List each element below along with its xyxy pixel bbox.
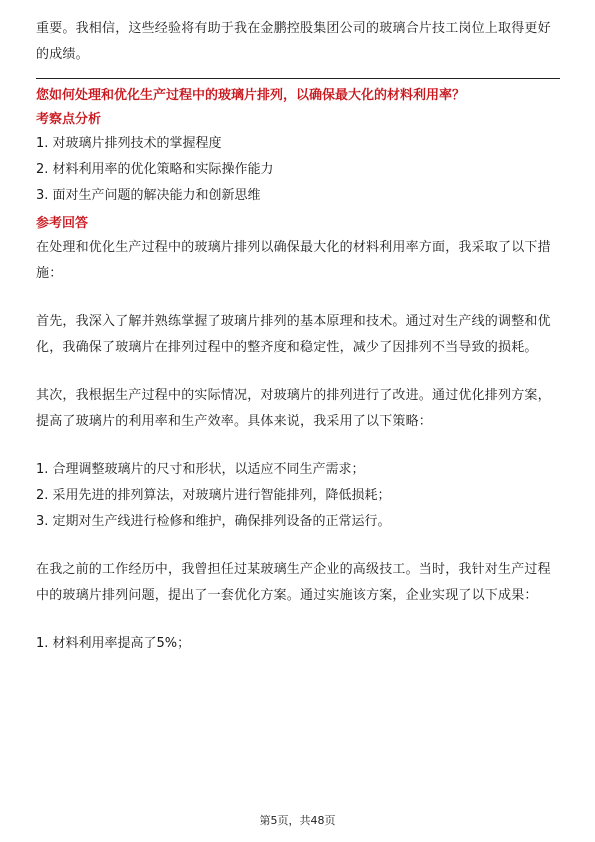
answer-paragraph: 其次，我根据生产过程中的实际情况，对玻璃片的排列进行了改进。通过优化排列方案，提高了玻璃片的利用率和生产效率。具体来说，我采用了以下策略： — [36, 388, 551, 429]
analysis-list — [36, 131, 560, 209]
page-content — [36, 16, 560, 657]
analysis-heading: 考察点分析 — [36, 112, 102, 127]
result-item: 1. 材料利用率提高了5%； — [36, 636, 191, 651]
strategy-item: 3. 定期对生产线进行检修和维护，确保排列设备的正常运行。 — [36, 514, 391, 529]
answer-paragraph: 首先，我深入了解并熟练掌握了玻璃片排列的基本原理和技术。通过对生产线的调整和优化，我确保了玻璃片在排列过程中的整齐度和稳定性，减少了因排列不当导致的损耗。 — [36, 314, 551, 355]
experience-paragraph: 在我之前的工作经历中，我曾担任过某玻璃生产企业的高级技工。当时，我针对生产过程中的玻璃片排列问题，提出了一套优化方案。通过实施该方案，企业实现了以下成果： — [36, 562, 551, 603]
strategy-list — [36, 457, 560, 535]
analysis-item: 3. 面对生产问题的解决能力和创新思维 — [36, 188, 261, 203]
question-title: 您如何处理和优化生产过程中的玻璃片排列，以确保最大化的材料利用率？ — [36, 88, 466, 103]
strategy-item: 1. 合理调整玻璃片的尺寸和形状，以适应不同生产需求； — [36, 462, 365, 477]
answer-heading: 参考回答 — [36, 216, 89, 231]
analysis-item: 1. 对玻璃片排列技术的掌握程度 — [36, 136, 222, 151]
page-number: 第5页，共48页 — [259, 814, 336, 827]
strategy-item: 2. 采用先进的排列算法，对玻璃片进行智能排列，降低损耗； — [36, 488, 391, 503]
section-divider — [36, 78, 560, 79]
results-list — [36, 631, 560, 657]
analysis-item: 2. 材料利用率的优化策略和实际操作能力 — [36, 162, 274, 177]
intro-continuation: 重要。我相信，这些经验将有助于我在金鹏控股集团公司的玻璃合片技工岗位上取得更好的成绩。 — [36, 21, 551, 62]
answer-paragraph: 在处理和优化生产过程中的玻璃片排列以确保最大化的材料利用率方面，我采取了以下措施： — [36, 240, 551, 281]
